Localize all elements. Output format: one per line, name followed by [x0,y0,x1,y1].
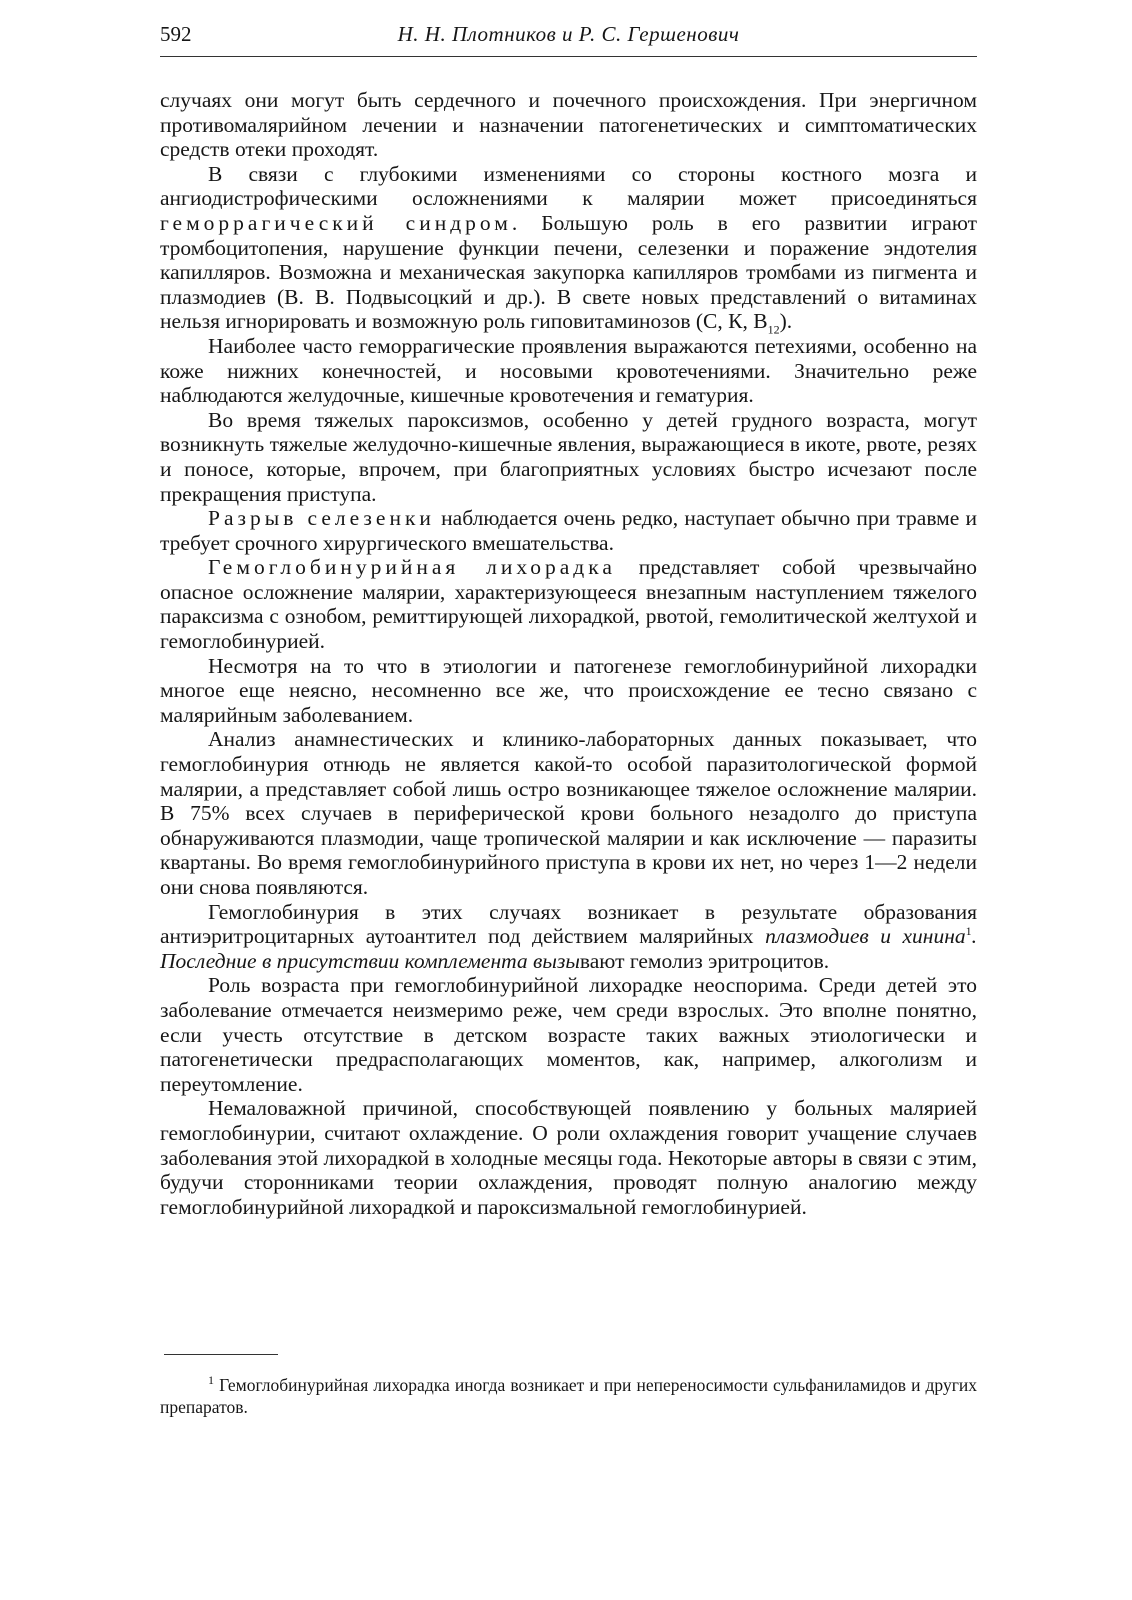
body-text [160,88,977,1219]
paragraph: Гемоглобинурийная лихорадка представляет собой чрезвычайно опасное осложнение малярии, характеризующееся внезапным наступлением тяжелого параксизма с ознобом, ремиттирующей лихорадкой, рвотой, гемолитической желтухой и гемоглобинурией. [160,555,978,654]
term-blackwater-fever: Гемоглобинурийная лихорадка [208,555,616,580]
footnote-divider [164,1354,278,1355]
paragraph: случаях они могут быть сердечного и почечного происхождения. При энергичном противомалярийном лечении и назначении патогенетических и симптоматических средств отеки проходят. [160,88,977,162]
paragraph: Наиболее часто геморрагические проявления выражаются петехиями, особенно на коже нижних конечностей, и носовыми кровотечениями. Значительно реже наблюдаются желудочные, кишечные кровотечения и гематурия. [160,333,977,408]
paragraph: Гемоглобинурия в этих случаях возникает в результате образования антиэритроцитарных аутоантител под действием малярийных плазмодиев и хинина$^1$. Последние в присутствии комплемента вызывают гемолиз эритроцитов. [160,899,978,973]
paragraph: Анализ анамнестических и клинико-лабораторных данных показывает, что гемоглобинурия отнюдь не является какой-то особой паразитологической формой малярии, а представляет собой лишь остро возникающее тяжелое осложнение малярии. В 75% всех случаев в периферической крови больного незадолго до приступа обнаруживаются плазмодии, чаще тропической малярии и как исключение — паразиты квартаны. Во время гемоглобинурийного приступа в крови их нет, но через 1—2 недели они снова появляются. [160,727,977,899]
page-number: 592 [160,22,192,46]
footnote-reference: 1 [965,924,972,939]
page-header [160,22,977,57]
paragraph: Несмотря на то что в этиологии и патогенезе гемоглобинурийной лихорадки многое еще неясно, несомненно все же, что происхождение ее тесно связано с малярийным заболеванием. [160,653,977,727]
footnote: $^1$ Гемоглобинурийная лихорадка иногда возникает и при непереносимости сульфаниламидов и других препаратов. [160,1373,977,1417]
term-hemorrhagic-syndrome: геморрагический синдром [160,210,512,235]
paragraph: Во время тяжелых пароксизмов, особенно у детей грудного возраста, могут возникнуть тяжелые желудочно-кишечные явления, выражающиеся в икоте, рвоте, резях и поносе, которые, впрочем, при благоприятных условиях быстро исчезают после прекращения приступа. [160,407,977,506]
footnote-marker: 1 [208,1373,214,1388]
paragraph: Роль возраста при гемоглобинурийной лихорадке неоспорима. Среди детей это заболевание отмечается неизмеримо реже, чем среди взрослых. Это вполне понятно, если учесть отсутствие в детском возрасте таких важных этиологически и патогенетически предрасполагающих моментов, как, например, алкоголизм и переутомление. [160,973,977,1096]
paragraph: Разрыв селезенки наблюдается очень редко, наступает обычно при травме и требует срочного хирургического вмешательства. [160,506,977,555]
running-head: Н. Н. Плотников и Р. С. Гершенович [397,22,740,46]
term-spleen-rupture: Разрыв селезенки [208,506,435,531]
paragraph: В связи с глубокими изменениями со стороны костного мозга и ангиодистрофическими осложнениями к малярии может присоединяться геморрагический синдром. Большую роль в его развитии играют тромбоцитопения, нарушение функции печени, селезенки и поражение эндотелия капилляров. Возможна и механическая закупорка капилляров тромбами из пигмента и плазмодиев (В. В. Подвысоцкий и др.). В свете новых представлений о витаминах нельзя игнорировать и возможную роль гиповитаминозов (С, К, $В_{12}$). [160,161,977,337]
paragraph: Немаловажной причиной, способствующей появлению у больных малярией гемоглобинурии, считают охлаждение. О роли охлаждения говорит учащение случаев заболевания этой лихорадкой в холодные месяцы года. Некоторые авторы в связи с этим, будучи сторонниками теории охлаждения, проводят полную аналогию между гемоглобинурийной лихорадкой и пароксизмальной гемоглобинурией. [160,1096,977,1219]
